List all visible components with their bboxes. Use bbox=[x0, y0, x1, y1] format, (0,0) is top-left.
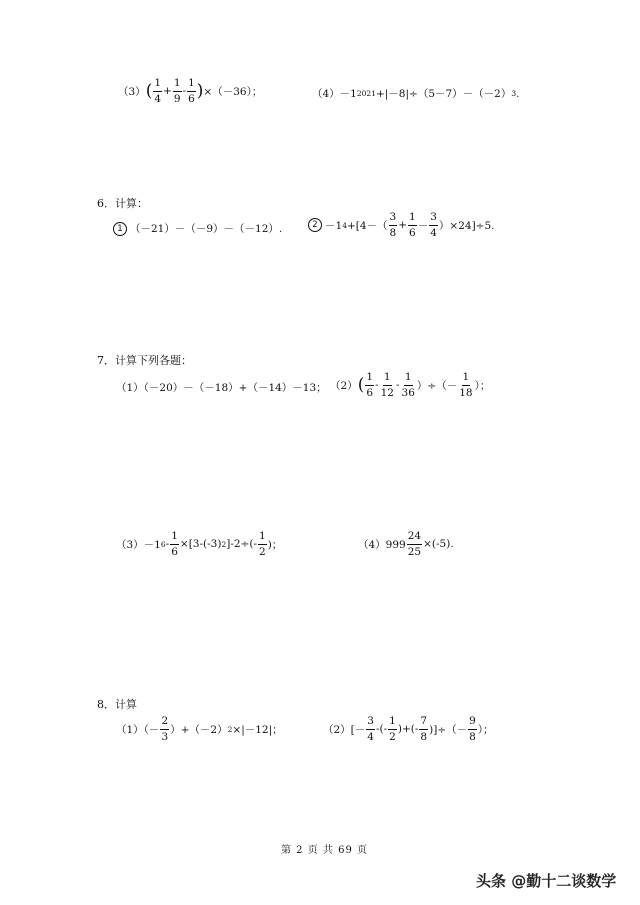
operator: - bbox=[395, 379, 400, 391]
expression-part: ]-2÷(- bbox=[226, 538, 258, 550]
item-prefix: （1）（－ bbox=[116, 723, 160, 736]
fraction: $\frac{1}{12}$ bbox=[380, 371, 394, 399]
fraction: $\frac{1}{6}$ bbox=[171, 530, 178, 558]
circled-number-icon: 2 bbox=[308, 218, 322, 232]
exponent: 3 bbox=[511, 89, 517, 98]
fraction: $\frac{1}{4}$ bbox=[154, 77, 162, 105]
operator: - bbox=[182, 85, 187, 97]
fraction: $\frac{1}{36}$ bbox=[401, 371, 415, 399]
left-paren: ( bbox=[357, 374, 365, 395]
fraction: $\frac{2}{3}$ bbox=[161, 715, 169, 743]
circled-number-icon: 1 bbox=[113, 222, 127, 236]
question-7-item-4 bbox=[358, 531, 454, 557]
exponent: 2 bbox=[227, 724, 233, 734]
page-footer: 第 2 页 共 69 页 bbox=[281, 845, 368, 856]
expression-part: －1 bbox=[325, 219, 343, 232]
fraction: $\frac{1}{18}$ bbox=[459, 371, 473, 399]
item-prefix: （2）[－ bbox=[323, 723, 366, 736]
fraction: $\frac{3}{8}$ bbox=[389, 211, 397, 239]
question-8-item-1 bbox=[116, 716, 283, 742]
operator: - bbox=[375, 379, 379, 391]
expression-end: ）； bbox=[474, 379, 491, 392]
fraction: $\frac{1}{6}$ bbox=[366, 371, 374, 399]
operator: － bbox=[417, 219, 429, 232]
expression-part: ）÷（－ bbox=[416, 379, 458, 392]
expression: （－21）－（－9）－（－12）. bbox=[130, 223, 283, 235]
fraction: $\frac{1}{2}$ bbox=[389, 715, 396, 743]
expression-part: +[4－（ bbox=[346, 219, 388, 232]
exponent: 2 bbox=[221, 539, 227, 549]
question-7-item-1: （1）（－20）－（－18）+（－14）－13； bbox=[116, 382, 327, 394]
item-prefix: （4）－1 bbox=[312, 88, 357, 100]
question-8-heading: 8．计算 bbox=[97, 698, 137, 711]
expression-end: . bbox=[516, 87, 520, 100]
fraction: $\frac{3}{4}$ bbox=[430, 211, 437, 239]
expression-part: )]÷（－ bbox=[429, 723, 468, 736]
question-6-item-1 bbox=[113, 221, 282, 236]
problem-5-item-3 bbox=[118, 78, 262, 104]
fraction: $\frac{1}{9}$ bbox=[173, 77, 181, 105]
question-6-item-2 bbox=[308, 212, 495, 238]
left-paren: ( bbox=[145, 80, 153, 101]
operator: + bbox=[398, 219, 408, 231]
expression-end: ×|－12|； bbox=[232, 723, 283, 736]
problem-5-item-4 bbox=[312, 86, 520, 101]
expression-rest: ）×24]÷5. bbox=[438, 219, 495, 232]
fraction: $\frac{1}{2}$ bbox=[259, 530, 266, 558]
item-prefix: （3） bbox=[118, 85, 146, 98]
question-7-item-2 bbox=[330, 372, 490, 398]
question-7-item-3 bbox=[116, 531, 282, 557]
expression-part: ×[3-(-3) bbox=[179, 538, 222, 550]
exponent: 6 bbox=[160, 539, 166, 549]
expression-end: )； bbox=[267, 538, 283, 551]
expression-end: ×(-5). bbox=[423, 538, 454, 550]
item-prefix: （3）－1 bbox=[116, 538, 161, 551]
expression-part: )+(- bbox=[397, 723, 419, 735]
exponent: 2021 bbox=[356, 89, 376, 98]
expression-part: ）+（－2） bbox=[170, 723, 228, 736]
fraction: $\frac{7}{8}$ bbox=[420, 715, 428, 743]
fraction: $\frac{3}{4}$ bbox=[367, 715, 374, 743]
item-prefix: （4）999 bbox=[358, 538, 406, 551]
right-paren: ) bbox=[196, 80, 204, 101]
operator: - bbox=[165, 538, 170, 550]
fraction: $\frac{1}{6}$ bbox=[409, 211, 416, 239]
expression-part: -(- bbox=[375, 723, 388, 735]
question-6-heading: 6．计算： bbox=[97, 197, 148, 210]
exponent: 4 bbox=[342, 220, 347, 230]
expression-rest: ×（－36）； bbox=[203, 85, 263, 98]
question-7-heading: 7．计算下列各题： bbox=[97, 354, 192, 367]
watermark: 头条 @勤十二谈数学 bbox=[476, 872, 617, 890]
question-8-item-2 bbox=[323, 716, 494, 742]
fraction: $\frac{24}{25}$ bbox=[407, 530, 422, 558]
fraction: $\frac{1}{6}$ bbox=[188, 77, 195, 105]
item-prefix: （2） bbox=[330, 379, 358, 392]
fraction: $\frac{9}{8}$ bbox=[469, 715, 476, 743]
operator: + bbox=[163, 85, 172, 97]
expression-end: ）； bbox=[477, 723, 494, 736]
expression-rest: +|－8|÷（5－7）－（－2） bbox=[375, 88, 512, 100]
